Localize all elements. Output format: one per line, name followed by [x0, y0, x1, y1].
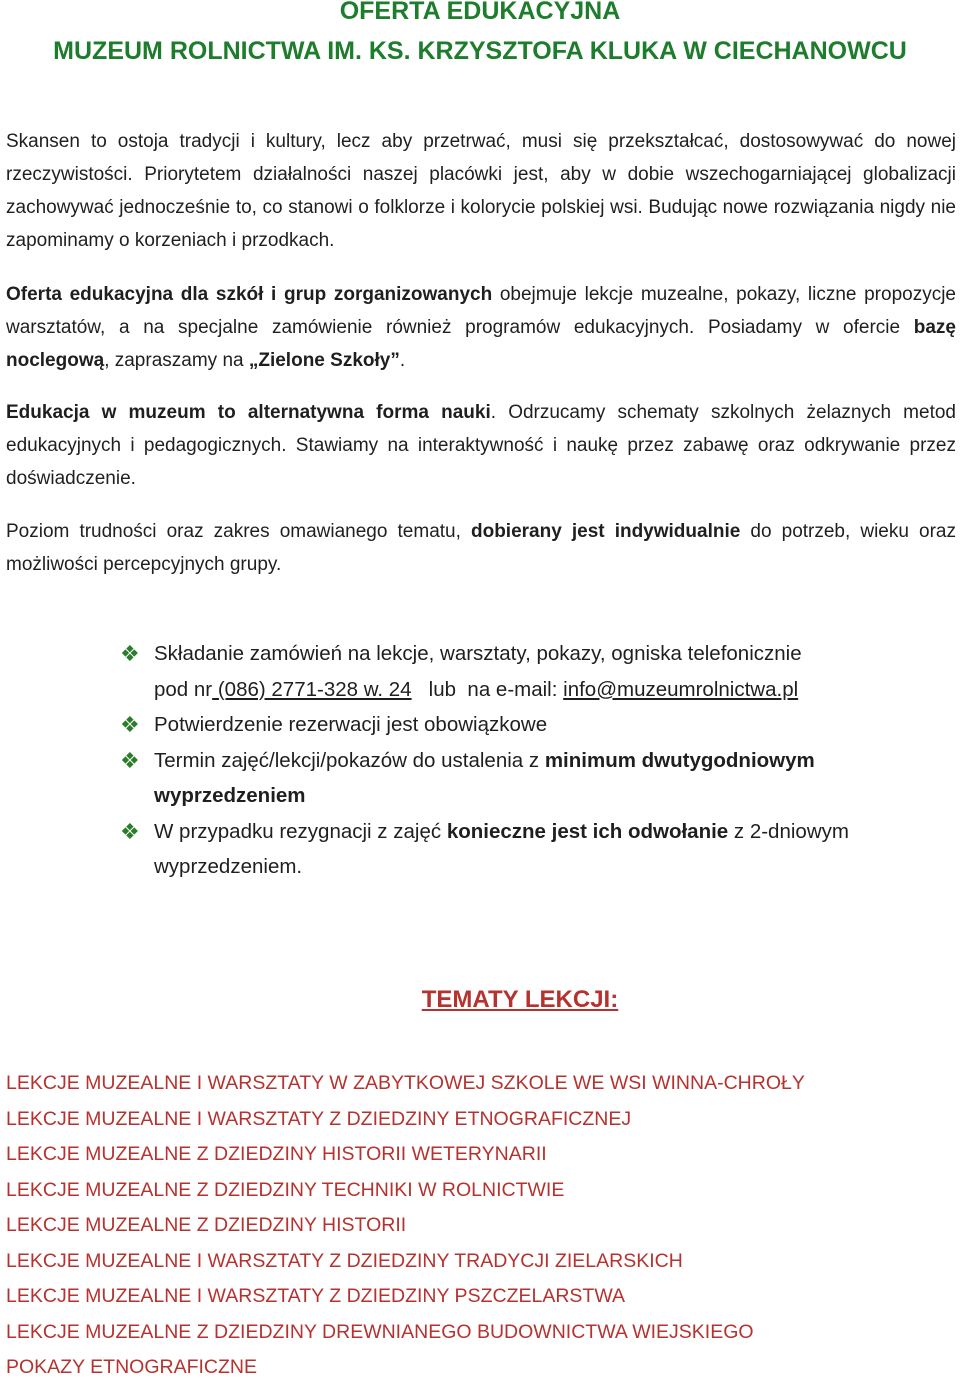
- intro-paragraph: [6, 125, 956, 257]
- booking-text: pod nr: [154, 677, 213, 701]
- topic-item: LEKCJE MUZEALNE I WARSZTATY W ZABYTKOWEJ SZKOLE WE WSI WINNA-CHROŁY: [6, 1072, 805, 1094]
- offer-bold-accommodation: bazę noclegową: [6, 317, 956, 371]
- four-diamond-bullet-icon: ❖: [120, 712, 140, 737]
- cancellation-text: z 2-dniowym wyprzedzeniem.: [154, 819, 849, 878]
- list-item: [120, 743, 940, 814]
- four-diamond-bullet-icon: ❖: [120, 641, 140, 666]
- topic-item: POKAZY ETNOGRAFICZNE: [6, 1356, 258, 1378]
- education-bold-lead: Edukacja w muzeum to alternatywna forma nauki: [6, 402, 491, 423]
- list-item: [120, 814, 940, 885]
- list-item: [120, 636, 940, 707]
- topics-heading: TEMATY LEKCJI:: [421, 986, 619, 1013]
- confirmation-text: Potwierdzenie rezerwacji jest obowiązkowe: [154, 713, 548, 736]
- schedule-text: Termin zajęć/lekcji/pokazów do ustalenia z: [154, 748, 545, 772]
- booking-text: lub na e-mail:: [411, 677, 564, 701]
- schedule-bold: minimum dwutygodniowym wyprzedzeniem: [154, 748, 815, 807]
- topics-list: [6, 1066, 805, 1386]
- cancellation-bold: konieczne jest ich odwołanie: [446, 819, 729, 843]
- offer-text: .: [399, 350, 406, 371]
- difficulty-bold: dobierany jest indywidualnie: [470, 521, 741, 542]
- offer-paragraph: [6, 278, 956, 377]
- difficulty-paragraph: [6, 515, 956, 581]
- email-link[interactable]: info@muzeumrolnictwa.pl: [563, 677, 799, 701]
- intro-text: Skansen to ostoja tradycji i kultury, lecz aby przetrwać, musi się przekształcać, dostosowywać do nowej rzeczywistości. Priorytetem działalności naszej placówki jest, aby w dobie wszechogarniającej globalizacji zachowywać jednocześnie to, co stanowi o folklorze i kolorycie polskiej wsi. Budując nowe rozwiązania nigdy nie zapominamy o korzeniach i przodkach.: [6, 131, 956, 251]
- education-paragraph: [6, 396, 956, 495]
- topic-item: LEKCJE MUZEALNE I WARSZTATY Z DZIEDZINY TRADYCJI ZIELARSKICH: [6, 1249, 683, 1272]
- topic-item: LEKCJE MUZEALNE Z DZIEDZINY TECHNIKI W ROLNICTWIE: [6, 1178, 565, 1201]
- offer-text: , zapraszamy na: [104, 350, 249, 371]
- document-title: OFERTA EDUKACYJNA: [339, 0, 621, 25]
- phone-number: (086) 2771-328 w. 24: [212, 677, 412, 701]
- four-diamond-bullet-icon: ❖: [120, 818, 140, 844]
- offer-text: obejmuje lekcje muzealne, pokazy, liczne propozycje warsztatów, a na specjalne zamówienie również programów edukacyjnych. Posiadamy w ofercie: [6, 284, 956, 338]
- list-item: [120, 707, 940, 743]
- offer-bold-green-schools: „Zielone Szkoły”: [248, 350, 400, 371]
- four-diamond-bullet-icon: ❖: [120, 747, 140, 773]
- booking-text: Składanie zamówień na lekcje, warsztaty, pokazy, ogniska telefonicznie: [154, 642, 802, 665]
- museum-name: MUZEUM ROLNICTWA IM. KS. KRZYSZTOFA KLUKA W CIECHANOWCU: [53, 37, 907, 65]
- difficulty-text: do potrzeb, wieku oraz możliwości percepcyjnych grupy.: [6, 521, 956, 575]
- booking-info-list: [120, 636, 940, 885]
- topic-item: LEKCJE MUZEALNE I WARSZTATY Z DZIEDZINY ETNOGRAFICZNEJ: [6, 1107, 632, 1130]
- topic-item: LEKCJE MUZEALNE I WARSZTATY Z DZIEDZINY PSZCZELARSTWA: [6, 1285, 626, 1307]
- topic-item: LEKCJE MUZEALNE Z DZIEDZINY HISTORII WETERYNARII: [6, 1143, 547, 1165]
- offer-bold-lead: Oferta edukacyjna dla szkół i grup zorganizowanych: [6, 284, 493, 305]
- cancellation-text: W przypadku rezygnacji z zajęć: [154, 819, 447, 843]
- topic-item: LEKCJE MUZEALNE Z DZIEDZINY DREWNIANEGO BUDOWNICTWA WIEJSKIEGO: [6, 1320, 754, 1343]
- difficulty-text: Poziom trudności oraz zakres omawianego tematu,: [6, 521, 471, 542]
- topic-item: LEKCJE MUZEALNE Z DZIEDZINY HISTORII: [6, 1214, 407, 1236]
- education-text: . Odrzucamy schematy szkolnych żelaznych metod edukacyjnych i pedagogicznych. Stawiamy na interaktywność i naukę przez zabawę oraz odkrywanie przez doświadczenie.: [6, 402, 956, 489]
